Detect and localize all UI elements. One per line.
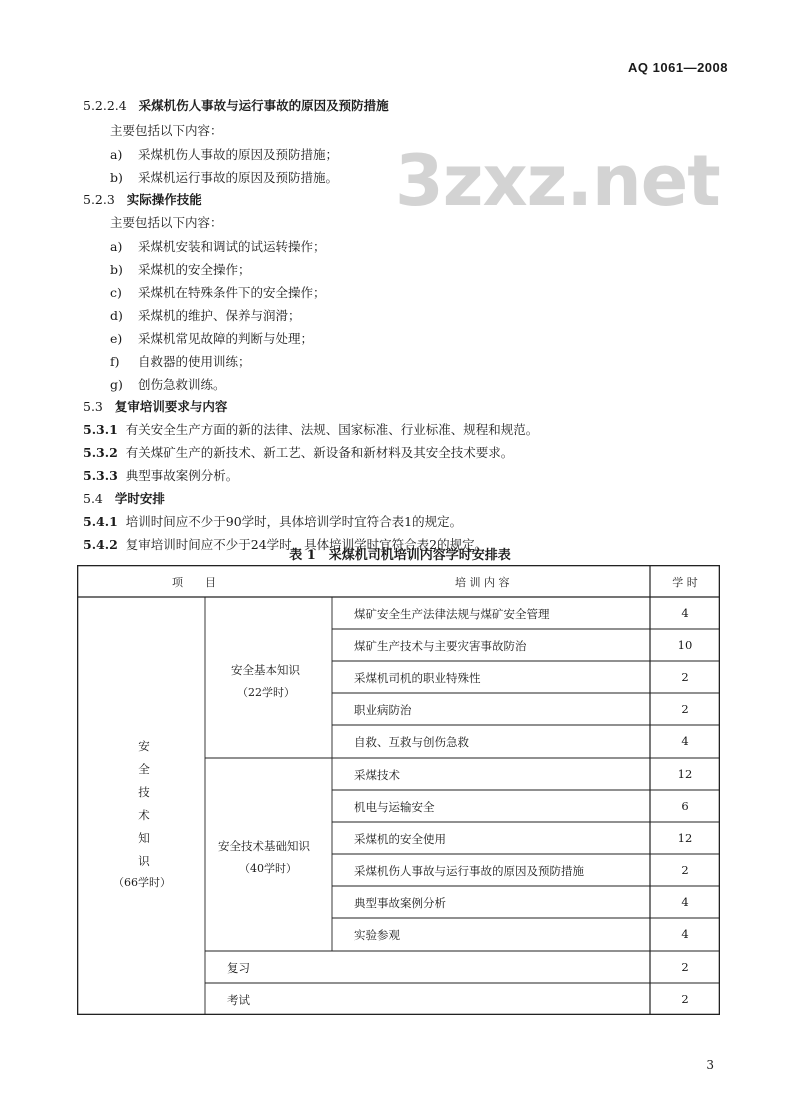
clause-5-3-2	[83, 443, 513, 461]
list-text: 采煤机的安全操作；	[138, 262, 251, 277]
standard-code: AQ 1061—2008	[628, 60, 728, 75]
table-row-content: 典型事故案例分析	[354, 896, 446, 910]
exam-label: 考试	[227, 993, 250, 1007]
table-row-hours: 2	[681, 670, 689, 684]
table-title: 表 1 采煤机司机培训内容学时安排表	[289, 548, 511, 563]
list-label: c)	[110, 285, 122, 300]
list-item	[110, 168, 338, 186]
table-row-content: 采煤机伤人事故与运行事故的原因及预防措施	[354, 864, 584, 878]
list-item	[110, 237, 326, 255]
header-content: 培 训 内 容	[455, 576, 510, 589]
clause-text: 典型事故案例分析。	[125, 468, 239, 483]
clause-text: 有关安全生产方面的新的法律、法规、国家标准、行业标准、规程和规范。	[125, 422, 539, 437]
list-item	[110, 145, 338, 163]
list-text: 采煤机在特殊条件下的安全操作；	[138, 285, 326, 300]
section-number: 5.4	[83, 491, 103, 506]
table-row-content: 实验参观	[354, 928, 400, 942]
section-intro: 主要包括以下内容：	[110, 215, 223, 230]
group-char: 知	[138, 831, 150, 845]
section-5-3-heading	[83, 397, 227, 415]
subgroup-basic-knowledge: 安全基本知识	[231, 663, 300, 677]
clause-5-3-3	[83, 466, 238, 484]
exam-hours: 2	[681, 992, 689, 1006]
list-label: d)	[110, 308, 123, 323]
list-label: a)	[110, 239, 123, 254]
table-row-hours: 12	[677, 767, 693, 781]
list-label: e)	[110, 331, 123, 346]
clause-5-4-1	[83, 512, 462, 530]
section-number: 5.2.3	[83, 192, 115, 207]
clause-number: 5.3.2	[83, 445, 118, 460]
list-text: 采煤机常见故障的判断与处理；	[138, 331, 314, 346]
section-number: 5.2.2.4	[83, 98, 127, 113]
table-row-content: 职业病防治	[354, 703, 412, 717]
table-row-content: 采煤机的安全使用	[354, 832, 446, 846]
list-item	[110, 375, 226, 393]
table-row-hours: 4	[681, 927, 689, 941]
clause-number: 5.4.1	[83, 514, 118, 529]
table-row-content: 煤矿生产技术与主要灾害事故防治	[354, 639, 527, 653]
table-row-content: 采煤机司机的职业特殊性	[354, 671, 481, 685]
section-5-2-2-4-heading	[83, 96, 389, 114]
group-hours-note: （66学时）	[113, 876, 171, 889]
group-label-safety-tech-knowledge	[134, 735, 154, 873]
list-item	[110, 329, 313, 347]
header-item: 项 目	[172, 576, 216, 589]
watermark: 3zxz.net	[395, 140, 720, 222]
section-number: 5.3	[83, 399, 103, 414]
header-hours: 学 时	[672, 576, 698, 589]
group-char: 全	[138, 762, 150, 776]
section-title: 学时安排	[114, 491, 165, 506]
clause-number: 5.3.3	[83, 468, 118, 483]
list-item	[110, 306, 301, 324]
list-text: 采煤机伤人事故的原因及预防措施；	[138, 147, 339, 162]
table-row-hours: 4	[681, 606, 689, 620]
table-row-hours: 12	[677, 831, 693, 845]
section-title: 采煤机伤人事故与运行事故的原因及预防措施	[138, 98, 389, 113]
list-item	[110, 260, 251, 278]
clause-number: 5.3.1	[83, 422, 118, 437]
group-char: 识	[138, 854, 150, 868]
clause-text: 有关煤矿生产的新技术、新工艺、新设备和新材料及其安全技术要求。	[125, 445, 514, 460]
list-item	[110, 352, 251, 370]
section-5-2-3-heading	[83, 190, 202, 208]
clause-text: 培训时间应不少于90学时，具体培训学时宜符合表1的规定。	[125, 514, 463, 529]
list-label: b)	[110, 170, 123, 185]
subgroup-basic-hours-note: （22学时）	[237, 686, 295, 699]
group-char: 技	[138, 785, 150, 799]
page-number: 3	[706, 1058, 714, 1072]
table-row-content: 机电与运输安全	[354, 800, 435, 814]
clause-number: 5.4.2	[83, 537, 118, 552]
clause-text: 复审培训时间应不少于24学时，具体培训学时宜符合表2的规定。	[125, 537, 488, 552]
table-grid	[77, 565, 720, 1015]
table-row-hours: 2	[681, 702, 689, 716]
list-item	[110, 283, 326, 301]
table-row-content: 自救、互救与创伤急救	[354, 735, 469, 749]
list-label: b)	[110, 262, 123, 277]
list-text: 采煤机安装和调试的试运转操作；	[138, 239, 326, 254]
list-label: a)	[110, 147, 123, 162]
group-char: 安	[138, 739, 150, 753]
subgroup-tech-foundation: 安全技术基础知识	[218, 839, 310, 853]
table-row-hours: 10	[677, 638, 693, 652]
list-label: g)	[110, 377, 123, 392]
table-row-hours: 2	[681, 863, 689, 877]
section-5-4-heading	[83, 489, 165, 507]
list-text: 采煤机的维护、保养与润滑；	[138, 308, 301, 323]
clause-5-3-1	[83, 420, 538, 438]
list-text: 自救器的使用训练；	[138, 354, 251, 369]
review-hours: 2	[681, 960, 689, 974]
training-hours-table	[77, 565, 720, 1015]
table-row-content: 煤矿安全生产法律法规与煤矿安全管理	[354, 607, 550, 621]
table-row-content: 采煤技术	[354, 768, 400, 782]
review-label: 复习	[227, 961, 250, 975]
section-title: 实际操作技能	[126, 192, 202, 207]
table-row-hours: 6	[681, 799, 689, 813]
section-title: 复审培训要求与内容	[114, 399, 228, 414]
table-row-hours: 4	[681, 734, 689, 748]
list-text: 创伤急救训练。	[138, 377, 226, 392]
table-row-hours: 4	[681, 895, 689, 909]
subgroup-tech-hours-note: （40学时）	[239, 862, 297, 875]
group-char: 术	[138, 808, 150, 822]
list-text: 采煤机运行事故的原因及预防措施。	[138, 170, 339, 185]
section-intro: 主要包括以下内容：	[110, 123, 223, 138]
list-label: f)	[110, 354, 120, 369]
